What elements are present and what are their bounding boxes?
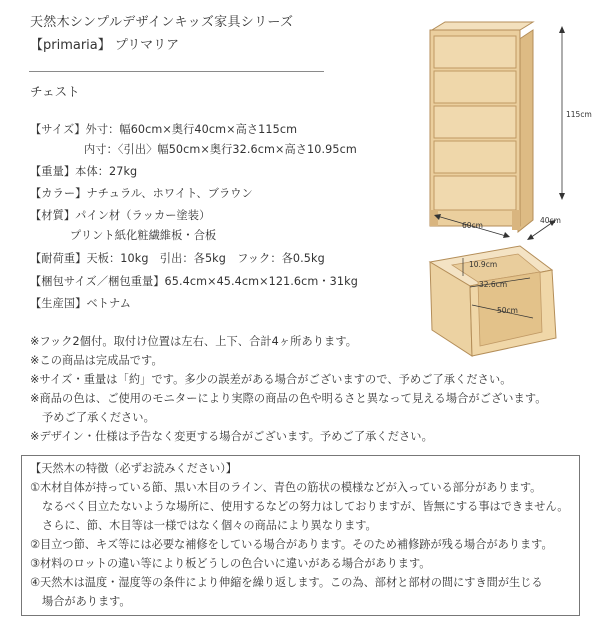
note-design: ※デザイン・仕様は予告なく変更する場合がございます。予めご了承ください。: [30, 430, 433, 443]
spec-weight: 【重量】本体：27kg: [30, 165, 138, 178]
spec-inner-size: 内寸：〈引出〉幅50cm×奥行32.6cm×高さ10.95cm: [84, 143, 357, 156]
spec-color: 【カラー】ナチュラル、ホワイト、ブラウン: [30, 187, 253, 200]
depth-label: 40cm: [540, 216, 561, 225]
spec-package: 【梱包サイズ／梱包重量】65.4cm×45.4cm×121.6cm・31kg: [30, 275, 358, 288]
wood-notice-line-1: ①木材自体が持っている節、黒い木目のライン、青色の筋状の模様などが入っている部分があります。: [30, 481, 542, 494]
wood-notice-line-2: なるべく目立たないような場所に、使用するなどの努力はしておりますが、皆無にする事はできません。: [42, 500, 569, 513]
spec-load: 【耐荷重】天板：10kg 引出：各5kg フック：各0.5kg: [30, 252, 325, 265]
width-label: 60cm: [462, 221, 483, 230]
note-color: ※商品の色は、ご使用のモニターにより実際の商品の色や明るさと異なって見える場合がございます。: [30, 392, 547, 405]
wood-notice-line-3: さらに、節、木目等は一様ではなく個々の商品により異なります。: [42, 519, 377, 532]
height-label: 115cm: [566, 110, 592, 119]
product-name: チェスト: [30, 84, 80, 99]
note-color-2: 予めご了承ください。: [42, 411, 155, 424]
drawer-width-label: 50cm: [497, 306, 518, 315]
brand-line: 【primaria】 プリマリア: [30, 38, 180, 53]
series-title: 天然木シンプルデザインキッズ家具シリーズ: [30, 15, 294, 30]
wood-notice-title: 【天然木の特徴（必ずお読みください）】: [30, 462, 237, 475]
spec-origin: 【生産国】ベトナム: [30, 297, 132, 310]
spec-size: 【サイズ】外寸：幅60cm×奥行40cm×高さ115cm: [30, 123, 298, 136]
wood-notice-line-6: ④天然木は温度・湿度等の条件により伸縮を繰り返します。この為、部材と部材の間にすき間が生じる: [30, 576, 543, 589]
drawer-depth-label: 32.6cm: [479, 280, 508, 289]
note-hook: ※フック2個付。取付け位置は左右、上下、合計4ヶ所あります。: [30, 335, 357, 348]
wood-notice-line-5: ③材料のロットの違い等により板どうしの色合いに違いがある場合があります。: [30, 557, 431, 570]
note-approx: ※サイズ・重量は「約」です。多少の誤差がある場合がございますので、予めご了承ください。: [30, 373, 512, 386]
drawer-height-label: 10.9cm: [469, 260, 498, 269]
wood-notice-line-7: 場合があります。: [42, 595, 131, 608]
spec-material-2: プリント紙化粧繊維板・合板: [70, 229, 217, 242]
spec-material: 【材質】パイン材（ラッカー塗装）: [30, 209, 211, 222]
note-assembled: ※この商品は完成品です。: [30, 354, 163, 367]
wood-notice-line-4: ②目立つ節、キズ等には必要な補修をしている場合があります。そのため補修跡が残る場合があります。: [30, 538, 553, 551]
